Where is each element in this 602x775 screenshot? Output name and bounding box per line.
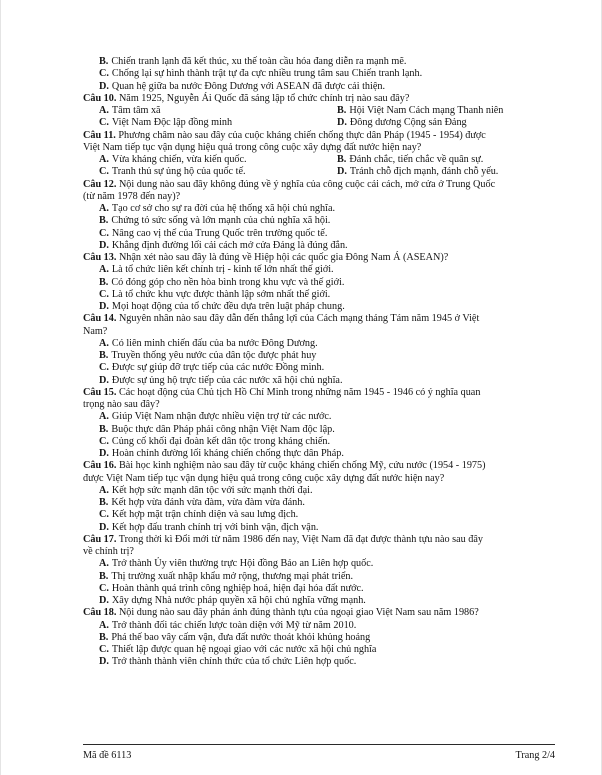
option-a: A. Trở thành Ủy viên thường trực Hội đồng Bảo an Liên hợp quốc.	[99, 558, 374, 570]
option-c: C. Thiết lập được quan hệ ngoại giao với các nước xã hội chủ nghĩa	[99, 644, 377, 655]
option-b: B. Có đóng góp cho nền hòa bình trong khu vực và thế giới.	[99, 276, 345, 288]
exam-content	[83, 56, 553, 669]
question-12-cont: (từ năm 1978 đến nay)?	[83, 190, 181, 202]
option-c: C. Kết hợp mặt trận chính diện và sau lưng địch.	[99, 509, 299, 521]
option-a: A. Tạo cơ sở cho sự ra đời của hệ thống xã hội chủ nghĩa.	[99, 203, 336, 214]
question-12: Câu 12. Nội dung nào sau đây không đúng về ý nghĩa của công cuộc cải cách, mở cửa ở Trung Quốc	[83, 178, 496, 190]
exam-code: Mã đề 6113	[83, 750, 132, 761]
option-c: C. Là tổ chức khu vực được thành lập sớm nhất thế giới.	[99, 288, 331, 300]
option-b: B. Truyền thống yêu nước của dân tộc được phát huy	[99, 350, 317, 361]
option-c: C. Được sự giúp đỡ trực tiếp của các nước Đồng minh.	[99, 362, 325, 374]
option-a: A. Giúp Việt Nam nhận được nhiều viện trợ từ các nước.	[99, 411, 332, 423]
question-17: Câu 17. Trong thời kì Đổi mới từ năm 1986 đến nay, Việt Nam đã đạt được thành tựu nào sau đây	[83, 533, 483, 545]
question-11-options-ab: A. Vừa kháng chiến, vừa kiến quốc. B. Đánh chắc, tiến chắc về quân sự.	[99, 154, 484, 165]
question-11: Câu 11. Phương châm nào sau đây của cuộc kháng chiến chống thực dân Pháp (1945 - 1954) được	[83, 129, 486, 141]
option-c: C. Chống lại sự hình thành trật tự đa cực nhiều trung tâm sau Chiến tranh lạnh.	[99, 68, 423, 80]
option-d: D. Khẳng định đường lối cải cách mở cửa Đảng là đúng đắn.	[99, 239, 348, 251]
option-b: B. Phá thế bao vây cấm vận, đưa đất nước thoát khỏi khủng hoảng	[99, 631, 371, 643]
option-a: A. Là tổ chức liên kết chính trị - kinh tế lớn nhất thế giới.	[99, 264, 334, 276]
option-b: B. Kết hợp vừa đánh vừa đàm, vừa đàm vừa đánh.	[99, 497, 305, 508]
option-d: D. Được sự ủng hộ trực tiếp của các nước xã hội chủ nghĩa.	[99, 374, 343, 386]
option-c: C. Hoàn thành quá trình công nghiệp hoá, hiện đại hóa đất nước.	[99, 582, 364, 594]
option-d: D. Mọi hoạt động của tổ chức đều dựa trên luật pháp chung.	[99, 301, 345, 312]
option-a: A. Kết hợp sức mạnh dân tộc với sức mạnh thời đại.	[99, 484, 313, 496]
question-16: Câu 16. Bài học kinh nghiệm nào sau đây từ cuộc kháng chiến chống Mỹ, cứu nước (1954 - 1975)	[83, 460, 486, 472]
question-11-cont: Việt Nam tiếp tục vận dụng hiệu quả trong công cuộc xây dựng đất nước hiện nay?	[83, 141, 422, 153]
question-14: Câu 14. Nguyên nhân nào sau đây dẫn đến thắng lợi của Cách mạng tháng Tám năm 1945 ở Việt	[83, 313, 480, 325]
option-d: D. Xây dựng Nhà nước pháp quyền xã hội chủ nghĩa vững mạnh.	[99, 595, 366, 606]
option-b: B. Chiến tranh lạnh đã kết thúc, xu thế toàn cầu hóa đang diễn ra mạnh mẽ.	[99, 56, 407, 67]
question-14-cont: Nam?	[83, 325, 108, 337]
option-d: D. Quan hệ giữa ba nước Đông Dương với ASEAN đã được cải thiện.	[99, 80, 385, 92]
question-10-options-ab: A. Tâm tâm xã B. Hội Việt Nam Cách mạng Thanh niên	[99, 105, 504, 116]
option-d: D. Hoàn chỉnh đường lối kháng chiến chống thực dân Pháp.	[99, 448, 344, 459]
question-16-cont: được Việt Nam tiếp tục vận dụng hiệu quả trong công cuộc xây dựng đất nước hiện nay?	[83, 472, 445, 484]
question-17-cont: về chính trị?	[83, 546, 134, 557]
page-number: Trang 2/4	[515, 750, 555, 761]
option-b: B. Thị trường xuất nhập khẩu mở rộng, thương mại phát triển.	[99, 570, 354, 582]
option-c: C. Củng cố khối đại đoàn kết dân tộc trong kháng chiến.	[99, 435, 331, 447]
option-a: A. Trở thành đối tác chiến lược toàn diện với Mỹ từ năm 2010.	[99, 619, 357, 631]
question-11-options-cd: C. Tranh thủ sự ủng hộ của quốc tế. D. Tránh chỗ địch mạnh, đánh chỗ yếu.	[99, 166, 499, 178]
question-15: Câu 15. Các hoạt động của Chủ tịch Hồ Chí Minh trong những năm 1945 - 1946 có ý nghĩa quan	[83, 386, 481, 398]
question-15-cont: trọng nào sau đây?	[83, 399, 160, 410]
option-b: B. Chứng tỏ sức sống và lớn mạnh của chủ nghĩa xã hội.	[99, 215, 331, 227]
option-b: B. Buộc thực dân Pháp phải công nhận Việt Nam độc lập.	[99, 423, 335, 435]
question-13: Câu 13. Nhận xét nào sau đây là đúng về Hiệp hội các quốc gia Đông Nam Á (ASEAN)?	[83, 252, 449, 263]
question-18: Câu 18. Nội dung nào sau đây phản ánh đúng thành tựu của ngoại giao Việt Nam sau năm 1986?	[83, 607, 479, 619]
option-c: C. Nâng cao vị thế của Trung Quốc trên trường quốc tế.	[99, 227, 328, 239]
question-10: Câu 10. Năm 1925, Nguyễn Ái Quốc đã sáng lập tổ chức chính trị nào sau đây?	[83, 92, 410, 104]
option-a: A. Có liên minh chiến đấu của ba nước Đông Dương.	[99, 337, 318, 349]
option-d: D. Trở thành thành viên chính thức của tổ chức Liên hợp quốc.	[99, 656, 357, 668]
page-footer	[83, 744, 555, 761]
option-d: D. Kết hợp đấu tranh chính trị với binh vận, địch vận.	[99, 521, 319, 533]
question-10-options-cd: C. Việt Nam Độc lập đồng minh D. Đông dương Cộng sản Đảng	[99, 117, 467, 129]
